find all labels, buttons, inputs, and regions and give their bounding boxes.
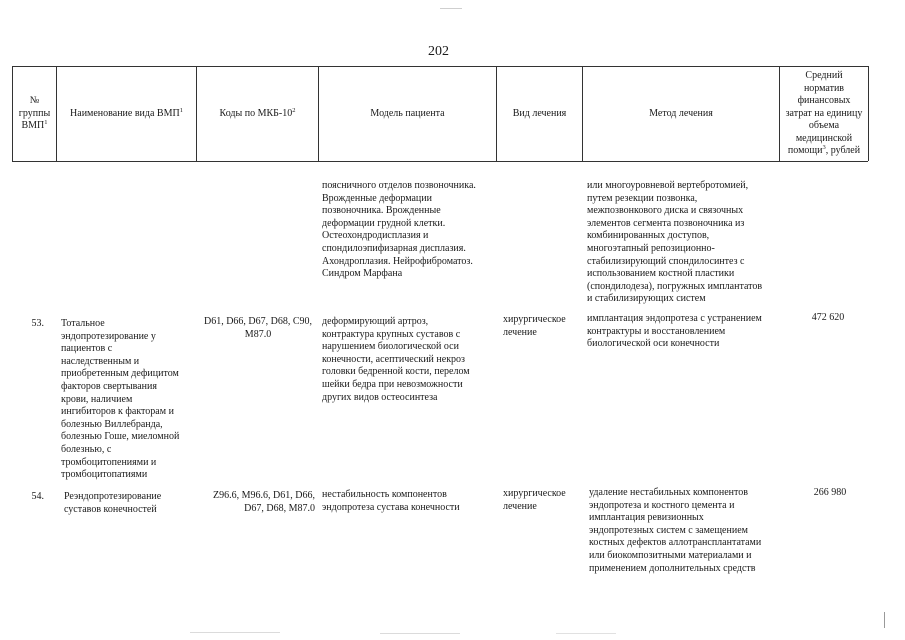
row-53-treatment-method: имплантация эндопротеза с устранением контрактуры и восстановлением биологической оси конечности — [587, 313, 762, 350]
row-54-treatment-method: удаление нестабильных компонентов эндопротеза и костного цемента и имплантация ревизионных эндопротезных систем с замещением костных дефектов аллотрансплантатами или биокомпозитными материалами и применением дополнительных средств — [589, 487, 762, 574]
header-vmp-name: Наименование вида ВМП$^1$ — [70, 106, 183, 119]
row-54-vmp-name: Реэндопротезирование суставов конечностей — [64, 491, 162, 515]
row-53-number: 53. — [31, 318, 44, 329]
header-icd-codes: Коды по МКБ-$10^2$ — [219, 106, 296, 119]
scan-artifact — [884, 612, 885, 628]
header-bottom-border — [12, 161, 868, 162]
row-54-icd-codes: Z96.6, M96.6, D61, D66, D67, D68, M87.0 — [213, 490, 315, 514]
row-53-treatment-type: хирургическое лечение — [503, 314, 566, 338]
header-treatment-method: Метод лечения — [649, 107, 713, 119]
header-group-number: № группы ВМП$^1$ — [18, 95, 51, 132]
row-53-cost: 472 620 — [811, 312, 845, 323]
continuation-patient-model: поясничного отделов позвоночника. Врожденные деформации позвоночника. Врожденные деформации грудной клетки. Остеохондродисплазия и спондилоэпифизарная дисплазия. Ахондроплазия. Нейрофиброматоз. Синдром Марфана — [322, 180, 476, 280]
scan-artifact — [440, 8, 462, 9]
continuation-treatment-method: или многоуровневой вертебротомией, путем резекции позвонка, межпозвонкового диска и связочных элементов сегмента позвоночника из комбинированных доступов, многоэтапный репозиционно- стабилизирующий спондилосинтез с использованием костной пластики (спондилодеза), погружных имплантатов и стабилизирующих систем — [587, 180, 763, 305]
header-treatment-type: Вид лечения — [512, 107, 567, 119]
scan-artifact — [190, 632, 280, 633]
scan-artifact — [556, 633, 616, 634]
row-54-patient-model: нестабильность компонентов эндопротеза сустава конечности — [322, 489, 460, 513]
row-54-number: 54. — [31, 491, 44, 502]
row-53-icd-codes: D61, D66, D67, D68, C90, M87.0 — [203, 316, 313, 340]
scan-artifact — [380, 633, 460, 634]
row-53-vmp-name: Тотальное эндопротезирование у пациентов с наследственным и приобретенным дефицитом факторов свертывания крови, наличием ингибиторов к факторам и болезнью Виллебранда, болезнью Гоше, миеломной болезнью, с тромбоцитопениями и тромбоцитопатиями — [61, 318, 180, 481]
header-cost-standard: Средний норматив финансовых затрат на единицу объема медицинской помощи$^3$, рублей — [785, 69, 863, 157]
header-patient-model: Модель пациента — [370, 107, 445, 119]
row-54-treatment-type: хирургическое лечение — [503, 488, 566, 512]
row-54-cost: 266 980 — [813, 487, 847, 498]
row-53-patient-model: деформирующий артроз, контрактура крупных суставов с нарушением биологической оси конечности, асептический некроз головки бедренной кости, перелом шейки бедра при невозможности других видов остеосинтеза — [322, 316, 470, 403]
page-number: 202 — [428, 44, 449, 59]
column-divider — [868, 66, 869, 161]
